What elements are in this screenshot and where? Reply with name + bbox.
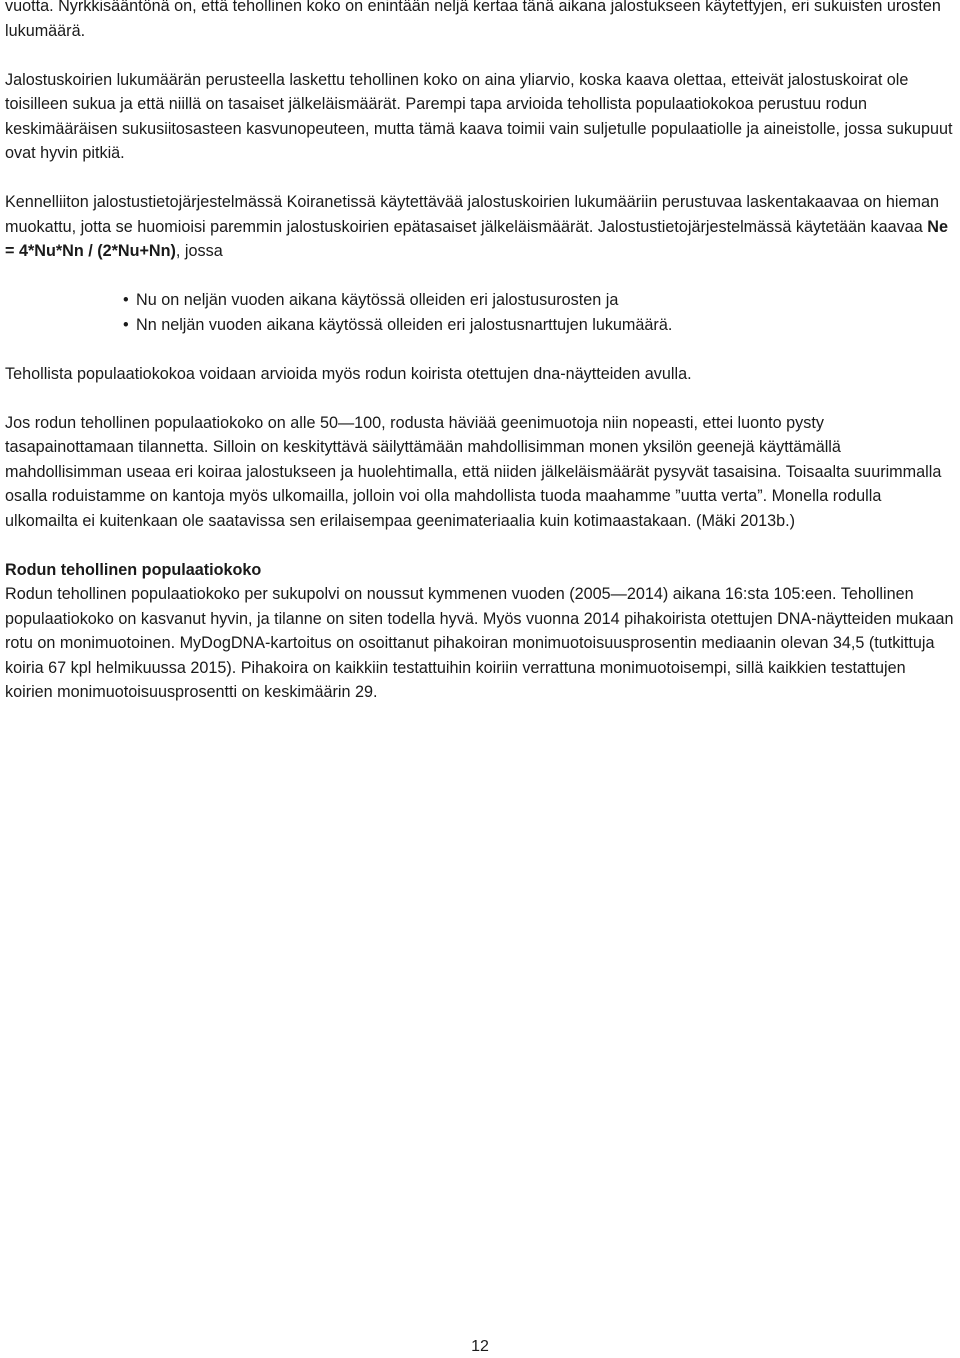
section-heading: Rodun tehollinen populaatiokoko bbox=[5, 560, 262, 579]
paragraph-kennel-formula bbox=[5, 190, 955, 264]
page-number: 12 bbox=[471, 1338, 489, 1355]
paragraph-dna-estimate: Tehollista populaatiokokoa voidaan arvioida myös rodun koirista otettujen dna-näytteiden avulla. bbox=[5, 364, 692, 383]
paragraph-breeding-dogs-estimate: Jalostuskoirien lukumäärän perusteella laskettu tehollinen koko on aina yliarvio, koska kaava olettaa, etteivät jalostuskoirat ole toisilleen sukua ja että niillä on tasaiset jälkeläismäärät. Parempi tapa arvioida tehollista populaatiokokoa perustuu rodun keskimääräisen sukusiitosasteen kasvunopeuteen, mutta tämä kaava toimii vain suljetulle populaatiolle ja aineistolle, jossa sukupuut ovat hyvin pitkiä. bbox=[5, 70, 953, 162]
formula-trail-text: , jossa bbox=[175, 242, 223, 260]
list-item-nu bbox=[5, 288, 955, 313]
paragraph-breed-population: Rodun tehollinen populaatiokoko per sukupolvi on noussut kymmenen vuoden (2005—2014) aikana 16:sta 105:een. Tehollinen populaatiokoko on kasvanut hyvin, ja tilanne on siten todella hyvä. Myös vuonna 2014 pihakoirista otettujen DNA-näytteiden mukaan rotu on monimuotoinen. MyDogDNA-kartoitus on osoittanut pihakoiran monimuotoisuusprosentin mediaanin olevan 34,5 (tutkittuja koiria 67 kpl helmikuussa 2015). Pihakoira on kaikkiin testattuihin koiriin verrattuna monimuotoisempi, sillä kaikkien testattujen koirien monimuotoisuusprosentti on keskimäärin 29. bbox=[5, 585, 954, 701]
bullet-icon: • bbox=[123, 291, 129, 309]
list-item-nn bbox=[5, 313, 955, 338]
paragraph-small-population: Jos rodun tehollinen populaatiokoko on alle 50—100, rodusta häviää geenimuotoja niin nopeasti, ettei luonto pysty tasapainottamaan tilannetta. Silloin on keskityttävä säilyttämään mahdollisimman monen yksilön geenejä käyttämällä mahdollisimman useaa eri koiraa jalostukseen ja huolehtimalla, että niiden jälkeläismäärät pysyvät tasaisina. Toisaalta suurimmalla osalla roduistamme on kantoja myös ulkomailla, jolloin voi olla mahdollista tuoda maahamme ”uutta verta”. Monella rodulla ulkomailta ei kuitenkaan ole saatavissa sen erilaisempaa geenimateriaalia kuin kotimaastakaan. (Mäki 2013b.) bbox=[5, 413, 942, 530]
formula-text: Ne = 4*Nu*Nn / (2*Nu+Nn) bbox=[5, 217, 948, 260]
formula-variable-list bbox=[5, 288, 955, 337]
formula-lead-text: Kennelliiton jalostustietojärjestelmässä Koiranetissä käytettävää jalostuskoirien lukumääriin perustuvaa laskentakaavaa on hieman muokattu, jotta se huomioisi paremmin jalostuskoirien epätasaiset jälkeläismäärät. Jalostustietojärjestelmässä käytetään kaavaa bbox=[5, 193, 939, 236]
bullet-icon: • bbox=[123, 315, 129, 334]
paragraph-intro: vuotta. Nyrkkisääntönä on, että tehollinen koko on enintään neljä kertaa tänä aikana jalostukseen käytettyjen, eri sukuisten urosten lukumäärä. bbox=[5, 0, 941, 40]
list-item-text: Nu on neljän vuoden aikana käytössä olleiden eri jalostusurosten ja bbox=[136, 291, 619, 309]
document-page bbox=[5, 0, 955, 729]
list-item-text: Nn neljän vuoden aikana käytössä olleiden eri jalostusnarttujen lukumäärä. bbox=[136, 315, 673, 334]
